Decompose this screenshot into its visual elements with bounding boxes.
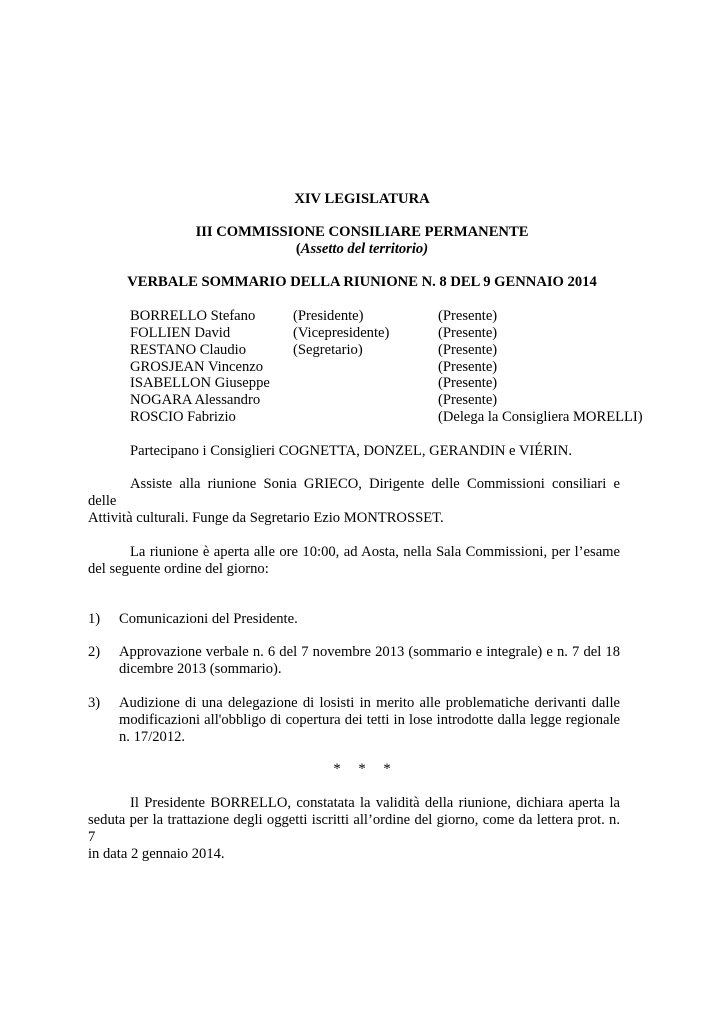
opening-line: del seguente ordine del giorno:: [88, 561, 269, 577]
attendee-role: (Segretario): [293, 342, 363, 358]
closing-line: Il Presidente BORRELLO, constatata la validità della riunione, dichiara aperta la: [130, 795, 620, 811]
attendee-status: (Presente): [438, 342, 498, 358]
attendee-role: (Presidente): [293, 308, 364, 324]
separator-star: *: [358, 761, 366, 777]
attendee-name: RESTANO Claudio: [130, 342, 246, 358]
assist-line: Attività culturali. Funge da Segretario Ezio MONTROSSET.: [88, 510, 444, 526]
attendee-name: ISABELLON Giuseppe: [130, 375, 270, 391]
agenda-item-number: 3): [88, 695, 101, 711]
attendee-name: NOGARA Alessandro: [130, 392, 261, 408]
attendee-status: (Presente): [438, 359, 498, 375]
agenda-item-text: [119, 611, 620, 628]
separator-star: *: [333, 761, 341, 777]
attendee-name: FOLLIEN David: [130, 325, 231, 341]
commission-subtitle: [0, 241, 724, 258]
attendee-status: (Presente): [438, 392, 498, 408]
commission-title: III COMMISSIONE CONSILIARE PERMANENTE: [195, 224, 529, 240]
agenda-item-line: Approvazione verbale n. 6 del 7 novembre 2013 (sommario e integrale) e n. 7 del 18: [119, 644, 620, 660]
subtitle-text: Assetto del territorio): [300, 241, 429, 257]
attendee-name: GROSJEAN Vincenzo: [130, 359, 264, 375]
agenda-item-text: [119, 644, 620, 678]
agenda-item-number: 1): [88, 611, 101, 627]
participants-paragraph: Partecipano i Consiglieri COGNETTA, DONZEL, GERANDIN e VIÉRIN.: [130, 443, 572, 459]
agenda-item-line: modificazioni all'obbligo di copertura dei tetti in lose introdotte dalla legge regionale: [119, 712, 620, 728]
closing-line: seduta per la trattazione degli oggetti iscritti all’ordine del giorno, come da lettera prot. n. 7: [88, 812, 620, 845]
attendee-role: (Vicepresidente): [293, 325, 390, 341]
attendee-status: (Delega la Consigliera MORELLI): [438, 409, 643, 425]
closing-line: in data 2 gennaio 2014.: [88, 846, 225, 862]
agenda-item-line: Audizione di una delegazione di losisti in merito alle problematiche derivanti dalle: [119, 695, 620, 711]
attendee-name: BORRELLO Stefano: [130, 308, 256, 324]
assist-paragraph: [88, 476, 620, 527]
agenda-item-line: Comunicazioni del Presidente.: [119, 611, 298, 627]
attendee-status: (Presente): [438, 375, 498, 391]
agenda-item-line: dicembre 2013 (sommario).: [119, 661, 282, 677]
attendee-status: (Presente): [438, 308, 498, 324]
separator-star: *: [383, 761, 391, 777]
section-separator: [0, 761, 724, 778]
opening-line: La riunione è aperta alle ore 10:00, ad Aosta, nella Sala Commissioni, per l’esame: [130, 544, 620, 560]
subtitle-open-paren: (: [295, 241, 301, 257]
minutes-title: VERBALE SOMMARIO DELLA RIUNIONE N. 8 DEL 9 GENNAIO 2014: [127, 274, 597, 290]
closing-paragraph: [88, 795, 620, 863]
attendee-name: ROSCIO Fabrizio: [130, 409, 236, 425]
agenda-item-number: 2): [88, 644, 101, 660]
attendee-status: (Presente): [438, 325, 498, 341]
legislature-title: XIV LEGISLATURA: [294, 191, 430, 207]
assist-line: Assiste alla riunione Sonia GRIECO, Dirigente delle Commissioni consiliari e delle: [88, 476, 620, 509]
agenda-item-text: [119, 695, 620, 746]
opening-paragraph: [88, 544, 620, 578]
agenda-item-line: n. 17/2012.: [119, 729, 186, 745]
